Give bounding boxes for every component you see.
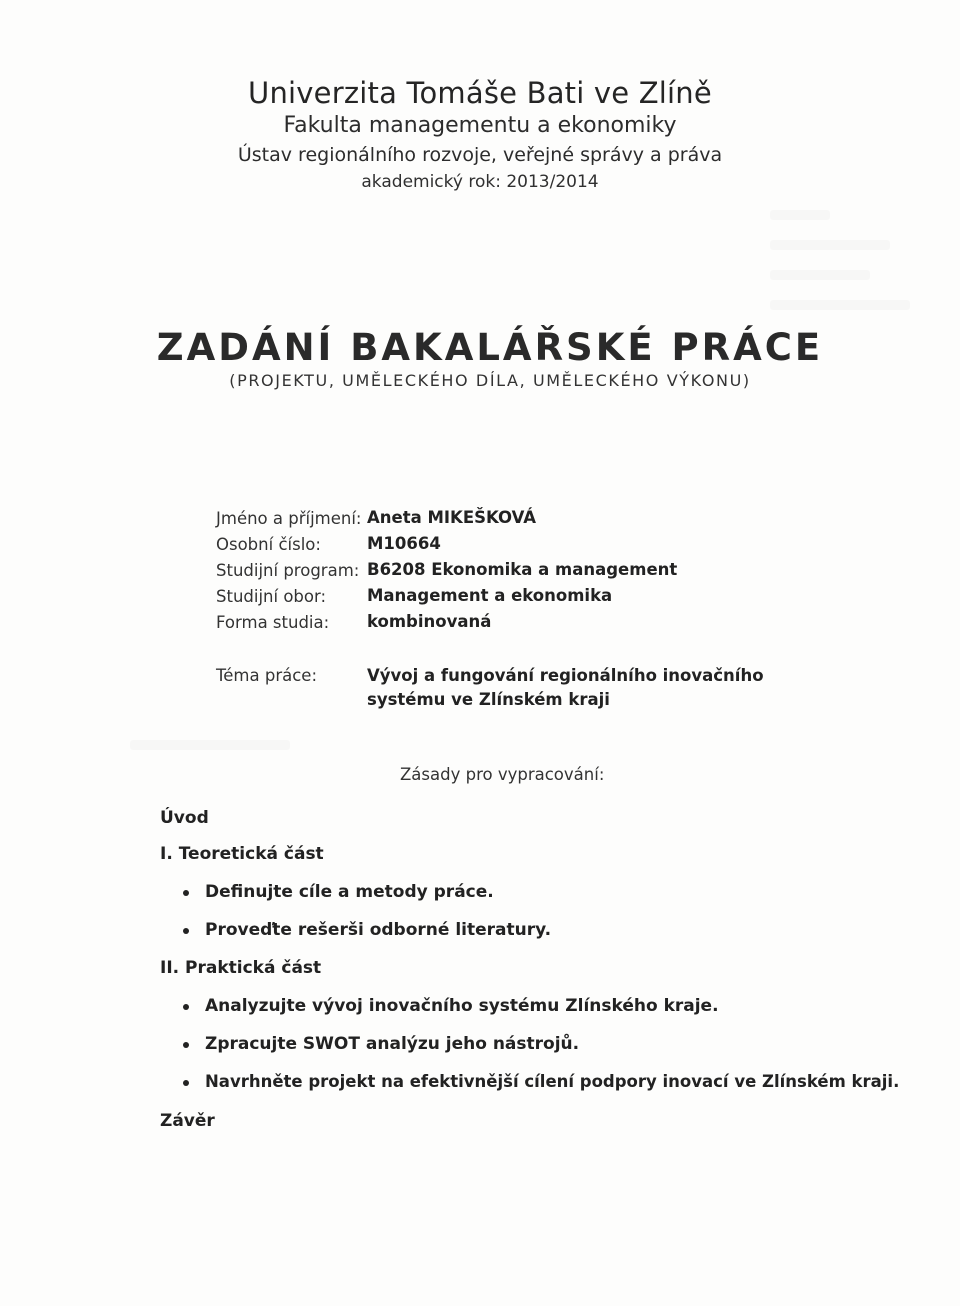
list-item <box>205 1072 899 1091</box>
list-item-text: Zpracujte SWOT analýzu jeho nástrojů. <box>205 1034 580 1054</box>
faculty-name: Fakulta managementu a ekonomiky <box>283 113 677 138</box>
list-item <box>205 1034 579 1054</box>
section-practice: II. Praktická část <box>160 958 322 978</box>
list-item <box>205 882 494 902</box>
study-field-label: Studijní obor: <box>216 587 327 606</box>
list-item <box>205 920 551 940</box>
name-value: Aneta MIKEŠKOVÁ <box>367 508 537 527</box>
list-item-text: Analyzujte vývoj inovačního systému Zlínského kraje. <box>205 996 719 1016</box>
study-program-value: B6208 Ekonomika a management <box>367 560 678 579</box>
list-item <box>205 996 719 1016</box>
university-name: Univerzita Tomáše Bati ve Zlíně <box>248 76 712 110</box>
bullet-icon <box>183 1042 189 1048</box>
show-through-mark <box>130 740 290 750</box>
show-through-mark <box>770 270 870 280</box>
bullet-icon <box>183 1004 189 1010</box>
section-conclusion: Závěr <box>160 1111 215 1131</box>
bullet-icon <box>183 1080 189 1086</box>
list-item-text: Definujte cíle a metody práce. <box>205 882 494 902</box>
section-intro: Úvod <box>160 808 209 828</box>
academic-year: akademický rok: 2013/2014 <box>361 172 599 192</box>
page-subtitle: (PROJEKTU, UMĚLECKÉHO DÍLA, UMĚLECKÉHO VÝKONU) <box>229 371 751 390</box>
study-form-value: kombinovaná <box>367 612 492 631</box>
personal-number-label: Osobní číslo: <box>216 535 321 554</box>
topic-label: Téma práce: <box>216 666 318 685</box>
bullet-icon <box>183 928 189 934</box>
list-item-text: Navrhněte projekt na efektivnější cílení podpory inovací ve Zlínském kraji. <box>205 1072 900 1091</box>
institute-name: Ústav regionálního rozvoje, veřejné správy a práva <box>237 144 723 166</box>
guidelines-heading: Zásady pro vypracování: <box>400 765 605 784</box>
study-form-label: Forma studia: <box>216 613 330 632</box>
study-program-label: Studijní program: <box>216 561 360 580</box>
section-theory: I. Teoretická část <box>160 844 324 864</box>
bullet-icon <box>183 890 189 896</box>
show-through-mark <box>770 300 910 310</box>
topic-value: Vývoj a fungování regionálního inovačního systému ve Zlínském kraji <box>367 666 764 709</box>
page-title: ZADÁNÍ BAKALÁŘSKÉ PRÁCE <box>156 326 824 369</box>
list-item-text: Proveďte rešerši odborné literatury. <box>205 920 552 940</box>
show-through-mark <box>770 240 890 250</box>
show-through-mark <box>770 210 830 220</box>
name-label: Jméno a příjmení: <box>216 509 362 528</box>
study-field-value: Management a ekonomika <box>367 586 613 605</box>
personal-number-value: M10664 <box>367 534 441 553</box>
